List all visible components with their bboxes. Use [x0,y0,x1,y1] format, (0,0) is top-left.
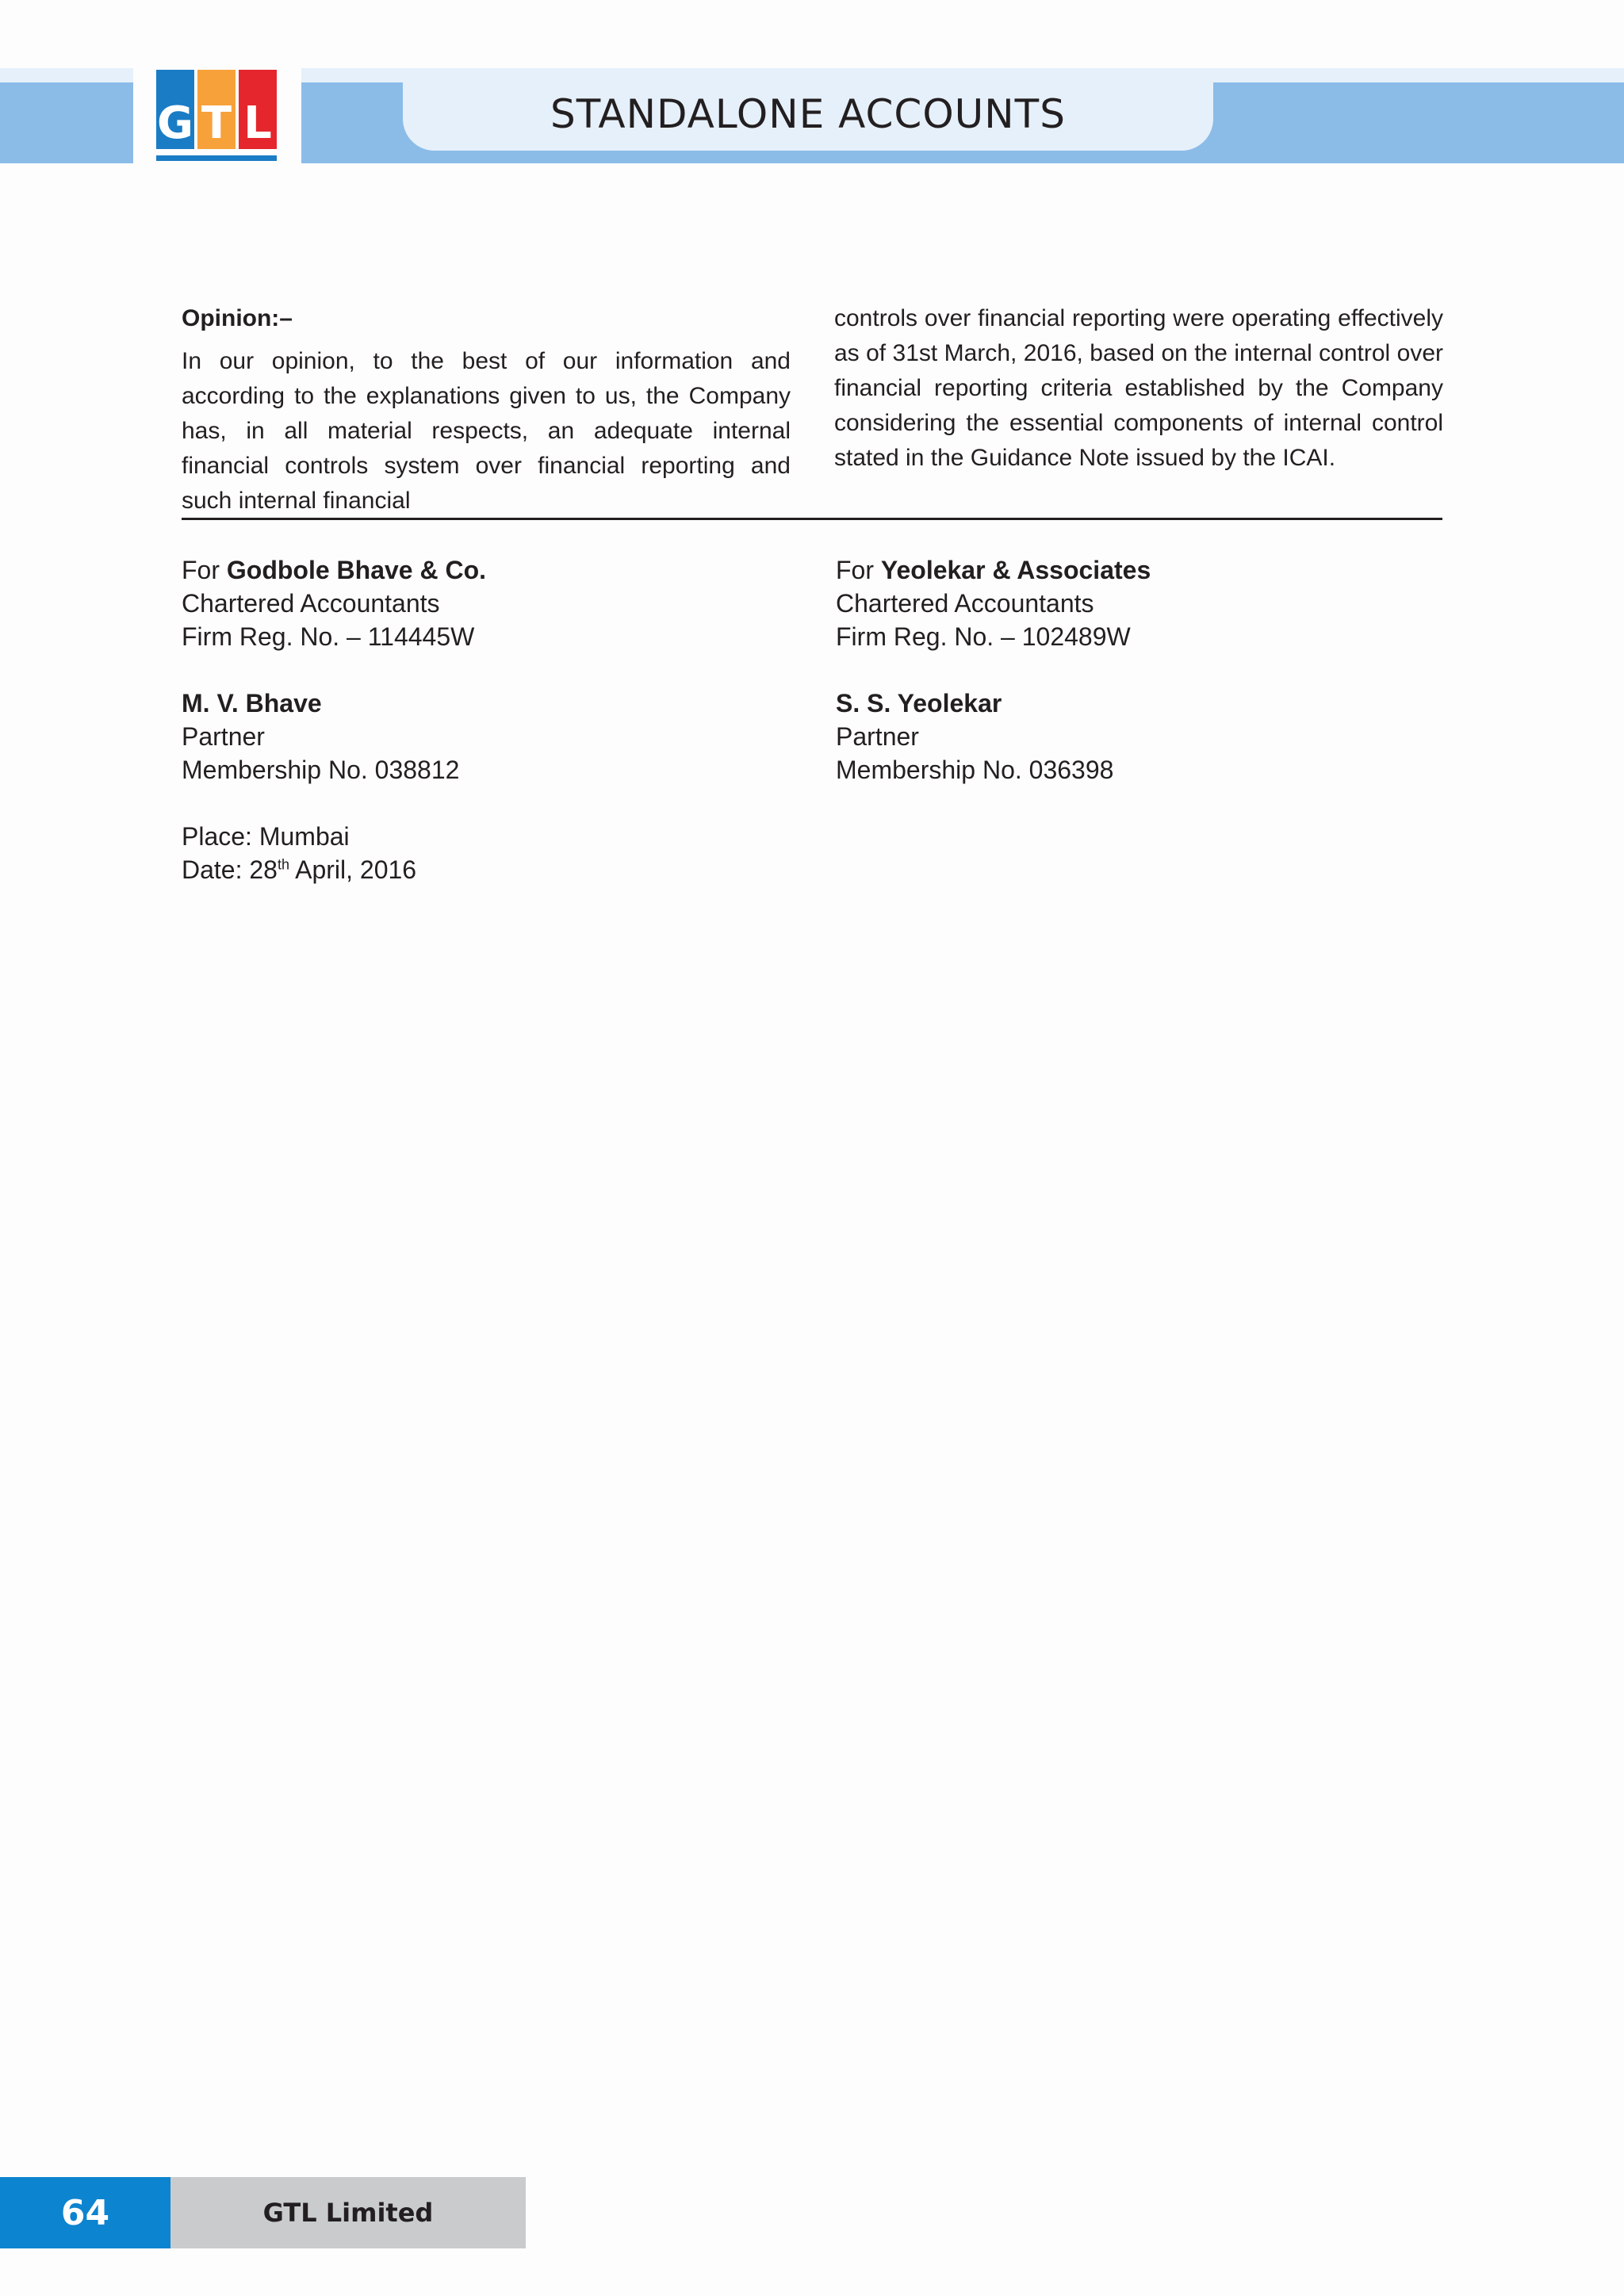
opinion-left-column [182,301,791,519]
signatory-role: Partner [182,722,265,751]
section-title: STANDALONE ACCOUNTS [550,91,1066,137]
gtl-logo [156,70,277,149]
opinion-heading: Opinion:– [182,305,293,331]
firm-reg-no: Firm Reg. No. – 102489W [836,622,1131,651]
signatory-name: S. S. Yeolekar [836,689,1002,718]
date-suffix: April, 2016 [289,855,417,884]
opinion-paragraph-left: In our opinion, to the best of our information and according to the explanations given to us, the Company has, in all material respects, an adequate internal financial controls system over financial reporting and such internal financial [182,348,791,514]
spacer [182,653,800,687]
firm-line [182,553,800,587]
for-prefix: For [182,556,227,584]
spacer [836,653,1454,687]
section-title-tab [403,78,1213,151]
date-ordinal: th [277,856,289,873]
firm-name: Godbole Bhave & Co. [226,556,487,584]
opinion-paragraph-right: controls over financial reporting were operating effectively as of 31st March, 2016, based on the internal control over financial reporting criteria established by the Company considering the essential components of internal control stated in the Guidance Note issued by the ICAI. [834,305,1443,471]
firm-type: Chartered Accountants [836,589,1094,618]
date-prefix: Date: 28 [182,855,278,884]
place: Place: Mumbai [182,822,350,851]
logo-letter-t: T [197,70,236,149]
signature-block-left [182,553,800,886]
signatory-role: Partner [836,722,919,751]
logo-letter-g: G [156,70,194,149]
for-prefix: For [836,556,881,584]
footer-company-name: GTL Limited [170,2177,526,2248]
signature-block-right [836,553,1454,786]
firm-line [836,553,1454,587]
logo-underline [156,155,277,161]
signatory-name: M. V. Bhave [182,689,322,718]
spacer [182,786,800,820]
logo-letter-l: L [239,70,277,149]
firm-type: Chartered Accountants [182,589,440,618]
horizontal-divider [182,518,1442,520]
firm-reg-no: Firm Reg. No. – 114445W [182,622,475,651]
date [182,853,800,886]
firm-name: Yeolekar & Associates [880,556,1151,584]
opinion-right-column [834,301,1443,476]
membership-no: Membership No. 038812 [182,756,460,784]
membership-no: Membership No. 036398 [836,756,1114,784]
page-number: 64 [0,2177,170,2248]
